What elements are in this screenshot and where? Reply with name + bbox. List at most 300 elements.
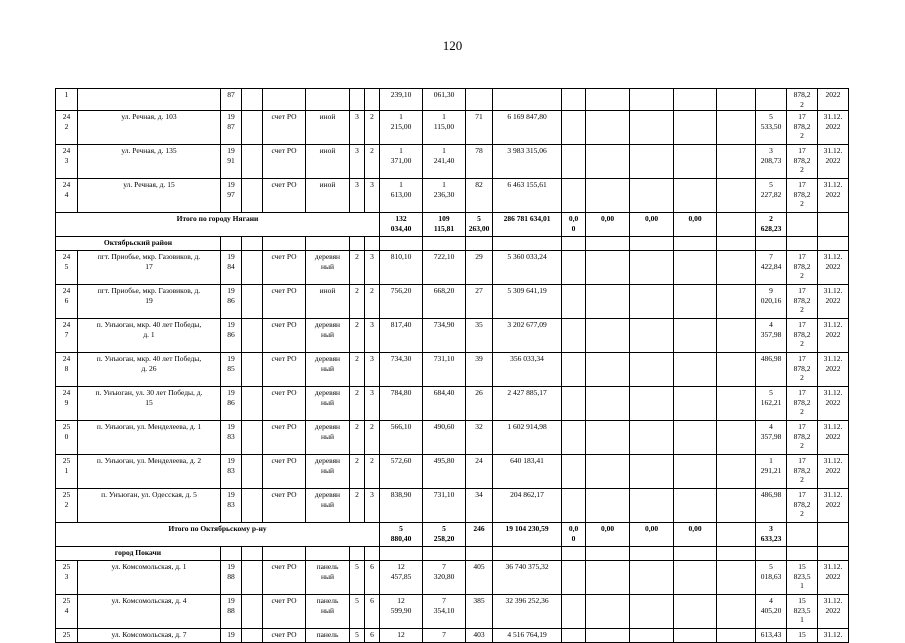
deadline: 31.12. 2022 <box>818 421 849 455</box>
empty <box>674 489 717 523</box>
deadline: 31.12. 2022 <box>818 353 849 387</box>
max-cost: 17 878,2 2 <box>787 421 818 455</box>
total-col: 0,00 <box>674 523 717 547</box>
total-area: 1 215,00 <box>380 111 423 145</box>
total-col: 0,00 <box>630 523 674 547</box>
empty <box>562 489 586 523</box>
deadline: 31.12. 2022 <box>818 455 849 489</box>
total-area: 756,20 <box>380 285 423 319</box>
cost: 6 463 155,61 <box>493 179 562 213</box>
empty <box>242 547 263 561</box>
deadline: 31.12. 2022 <box>818 111 849 145</box>
total-col: 0,00 <box>630 213 674 237</box>
empty <box>380 237 423 251</box>
empty <box>818 213 849 237</box>
entrances: 3 <box>365 319 380 353</box>
funding-source: счет РО <box>263 111 306 145</box>
living-area: 731,10 <box>423 489 466 523</box>
cost: 640 183,41 <box>493 455 562 489</box>
build-year: 19 83 <box>221 455 242 489</box>
living-area: 1 115,00 <box>423 111 466 145</box>
deadline: 31.12. 2022 <box>818 387 849 421</box>
empty <box>717 213 756 237</box>
empty <box>242 179 263 213</box>
table-cell <box>242 89 263 111</box>
empty <box>630 629 674 643</box>
empty <box>221 547 242 561</box>
empty <box>586 145 630 179</box>
unit-cost: 5 018,63 <box>756 561 787 595</box>
empty <box>674 455 717 489</box>
total-col: 0,00 <box>586 523 630 547</box>
empty <box>586 387 630 421</box>
cost: 1 602 914,98 <box>493 421 562 455</box>
deadline: 31.12. 2022 <box>818 285 849 319</box>
table-cell <box>78 89 221 111</box>
build-year: 19 84 <box>221 251 242 285</box>
residents: 35 <box>466 319 493 353</box>
funding-source: счет РО <box>263 629 306 643</box>
residents: 405 <box>466 561 493 595</box>
empty <box>717 455 756 489</box>
total-area: 12 599,90 <box>380 595 423 629</box>
table-row <box>56 561 849 595</box>
unit-cost: 4 405,20 <box>756 595 787 629</box>
address: п. Унъюган, мкр. 40 лет Победы, д. 1 <box>78 319 221 353</box>
empty <box>466 237 493 251</box>
row-number: 24 7 <box>56 319 78 353</box>
entrances: 3 <box>365 179 380 213</box>
wall-material: деревян ный <box>306 421 350 455</box>
wall-material: иной <box>306 285 350 319</box>
address: п. Унъюган, мкр. 40 лет Победы, д. 26 <box>78 353 221 387</box>
floors: 3 <box>350 145 365 179</box>
table-cell <box>630 89 674 111</box>
deadline: 31.12. 2022 <box>818 489 849 523</box>
residents: 34 <box>466 489 493 523</box>
section-title: Октябрьский район <box>56 237 221 251</box>
funding-source: счет РО <box>263 455 306 489</box>
empty <box>263 547 306 561</box>
empty <box>717 595 756 629</box>
empty <box>242 561 263 595</box>
cost: 5 360 033,24 <box>493 251 562 285</box>
max-cost: 17 878,2 2 <box>787 285 818 319</box>
build-year: 19 86 <box>221 285 242 319</box>
row-number: 24 6 <box>56 285 78 319</box>
empty <box>674 237 717 251</box>
entrances: 2 <box>365 111 380 145</box>
address: ул. Речная, д. 135 <box>78 145 221 179</box>
living-area: 722,10 <box>423 251 466 285</box>
entrances: 6 <box>365 595 380 629</box>
empty <box>586 489 630 523</box>
build-year: 19 <box>221 629 242 643</box>
empty <box>365 237 380 251</box>
empty <box>562 547 586 561</box>
empty <box>674 319 717 353</box>
wall-material: деревян ный <box>306 489 350 523</box>
empty <box>630 179 674 213</box>
max-cost: 17 878,2 2 <box>787 319 818 353</box>
total-residents: 5 263,00 <box>466 213 493 237</box>
living-area: 734,90 <box>423 319 466 353</box>
cost: 5 309 641,19 <box>493 285 562 319</box>
empty <box>242 387 263 421</box>
empty <box>242 145 263 179</box>
table-cell: 1 <box>56 89 78 111</box>
entrances: 3 <box>365 251 380 285</box>
funding-source: счет РО <box>263 489 306 523</box>
deadline: 31.12. 2022 <box>818 319 849 353</box>
total-area: 784,80 <box>380 387 423 421</box>
entrances: 2 <box>365 285 380 319</box>
empty <box>365 547 380 561</box>
living-area: 731,10 <box>423 353 466 387</box>
empty <box>306 237 350 251</box>
empty <box>562 237 586 251</box>
unit-cost: 613,43 <box>756 629 787 643</box>
funding-source: счет РО <box>263 387 306 421</box>
table-cell: 239,10 <box>380 89 423 111</box>
empty <box>674 285 717 319</box>
empty <box>717 489 756 523</box>
entrances: 2 <box>365 421 380 455</box>
row-number: 25 3 <box>56 561 78 595</box>
max-cost: 17 878,2 2 <box>787 179 818 213</box>
empty <box>717 179 756 213</box>
row-number: 24 8 <box>56 353 78 387</box>
empty <box>717 145 756 179</box>
funding-source: счет РО <box>263 595 306 629</box>
total-label: Итого по городу Нягани <box>56 213 380 237</box>
deadline: 31.12. 2022 <box>818 595 849 629</box>
table-cell: 878,2 2 <box>787 89 818 111</box>
empty <box>630 145 674 179</box>
cost: 3 202 677,09 <box>493 319 562 353</box>
empty <box>423 547 466 561</box>
total-area: 566,10 <box>380 421 423 455</box>
table-row <box>56 489 849 523</box>
wall-material: иной <box>306 145 350 179</box>
empty <box>586 111 630 145</box>
build-year: 19 86 <box>221 319 242 353</box>
empty <box>756 237 787 251</box>
empty <box>562 455 586 489</box>
total-residents: 246 <box>466 523 493 547</box>
floors: 2 <box>350 387 365 421</box>
empty <box>562 595 586 629</box>
build-year: 19 87 <box>221 111 242 145</box>
deadline: 31.12. 2022 <box>818 251 849 285</box>
table-row <box>56 629 849 643</box>
address: п. Унъюган, ул. Менделеева, д. 2 <box>78 455 221 489</box>
living-area: 7 320,80 <box>423 561 466 595</box>
entrances: 3 <box>365 353 380 387</box>
build-year: 19 83 <box>221 421 242 455</box>
total-area: 1 613,00 <box>380 179 423 213</box>
funding-source: счет РО <box>263 353 306 387</box>
empty <box>242 285 263 319</box>
empty <box>242 237 263 251</box>
deadline: 31.12. <box>818 629 849 643</box>
empty <box>674 595 717 629</box>
floors: 2 <box>350 353 365 387</box>
residents: 71 <box>466 111 493 145</box>
wall-material: деревян ный <box>306 319 350 353</box>
unit-cost: 9 020,16 <box>756 285 787 319</box>
max-cost: 17 878,2 2 <box>787 111 818 145</box>
table-cell <box>466 89 493 111</box>
living-area: 7 <box>423 629 466 643</box>
floors: 5 <box>350 561 365 595</box>
max-cost: 15 823,5 1 <box>787 561 818 595</box>
wall-material: иной <box>306 111 350 145</box>
address: пгт. Приобье, мкр. Газовиков, д. 17 <box>78 251 221 285</box>
table-row <box>56 251 849 285</box>
address: ул. Комсомольская, д. 4 <box>78 595 221 629</box>
total-area: 12 457,85 <box>380 561 423 595</box>
entrances: 6 <box>365 561 380 595</box>
total-label: Итого по Октябрьскому р-ну <box>56 523 380 547</box>
total-area: 12 <box>380 629 423 643</box>
empty <box>674 387 717 421</box>
empty <box>717 421 756 455</box>
table-cell: 061,30 <box>423 89 466 111</box>
empty <box>242 595 263 629</box>
row-number: 24 9 <box>56 387 78 421</box>
empty <box>818 523 849 547</box>
empty <box>350 237 365 251</box>
empty <box>562 561 586 595</box>
residents: 26 <box>466 387 493 421</box>
floors: 2 <box>350 319 365 353</box>
empty <box>562 111 586 145</box>
empty <box>242 455 263 489</box>
deadline: 31.12. 2022 <box>818 179 849 213</box>
empty <box>586 353 630 387</box>
cost: 204 862,17 <box>493 489 562 523</box>
empty <box>562 629 586 643</box>
residents: 403 <box>466 629 493 643</box>
max-cost: 17 878,2 2 <box>787 251 818 285</box>
unit-cost: 5 227,82 <box>756 179 787 213</box>
empty <box>818 547 849 561</box>
section-title: город Покачи <box>56 547 221 561</box>
build-year: 19 97 <box>221 179 242 213</box>
max-cost: 15 <box>787 629 818 643</box>
row-number: 24 2 <box>56 111 78 145</box>
floors: 2 <box>350 455 365 489</box>
empty <box>717 237 756 251</box>
build-year: 19 85 <box>221 353 242 387</box>
living-area: 668,20 <box>423 285 466 319</box>
empty <box>717 251 756 285</box>
empty <box>586 561 630 595</box>
empty <box>380 547 423 561</box>
cost: 36 740 375,32 <box>493 561 562 595</box>
build-year: 19 86 <box>221 387 242 421</box>
build-year: 19 88 <box>221 595 242 629</box>
residents: 32 <box>466 421 493 455</box>
total-area: 5 880,40 <box>380 523 423 547</box>
max-cost: 15 823,5 1 <box>787 595 818 629</box>
address: п. Унъюган, ул. Менделеева, д. 1 <box>78 421 221 455</box>
empty <box>717 547 756 561</box>
total-col: 0,0 0 <box>562 213 586 237</box>
living-area: 1 236,30 <box>423 179 466 213</box>
cost: 2 427 885,17 <box>493 387 562 421</box>
empty <box>717 111 756 145</box>
address: пгт. Приобье, мкр. Газовиков, д. 19 <box>78 285 221 319</box>
row-number: 25 2 <box>56 489 78 523</box>
address: п. Унъюган, ул. 30 лет Победы, д. 15 <box>78 387 221 421</box>
empty <box>562 179 586 213</box>
residents: 24 <box>466 455 493 489</box>
funding-source: счет РО <box>263 251 306 285</box>
max-cost: 17 878,2 2 <box>787 353 818 387</box>
living-area: 1 241,40 <box>423 145 466 179</box>
floors: 3 <box>350 111 365 145</box>
table-cell: 2022 <box>818 89 849 111</box>
total-living-area: 109 115,81 <box>423 213 466 237</box>
max-cost: 17 878,2 2 <box>787 145 818 179</box>
empty <box>630 547 674 561</box>
empty <box>493 237 562 251</box>
empty <box>630 387 674 421</box>
total-col: 0,00 <box>674 213 717 237</box>
empty <box>630 561 674 595</box>
total-unit-cost: 2 628,23 <box>756 213 787 237</box>
empty <box>630 489 674 523</box>
empty <box>586 547 630 561</box>
empty <box>787 547 818 561</box>
table-row <box>56 455 849 489</box>
wall-material: иной <box>306 179 350 213</box>
unit-cost: 4 357,98 <box>756 319 787 353</box>
row-number: 25 <box>56 629 78 643</box>
empty <box>674 629 717 643</box>
table-cell <box>756 89 787 111</box>
empty <box>630 421 674 455</box>
floors: 2 <box>350 489 365 523</box>
empty <box>242 111 263 145</box>
empty <box>586 319 630 353</box>
max-cost: 17 878,2 2 <box>787 489 818 523</box>
empty <box>306 547 350 561</box>
table-cell <box>493 89 562 111</box>
empty <box>756 547 787 561</box>
empty <box>242 629 263 643</box>
total-unit-cost: 3 633,23 <box>756 523 787 547</box>
address: ул. Комсомольская, д. 7 <box>78 629 221 643</box>
table-cell <box>717 89 756 111</box>
empty <box>562 285 586 319</box>
table-row <box>56 319 849 353</box>
section-row <box>56 547 849 561</box>
empty <box>586 421 630 455</box>
floors: 2 <box>350 285 365 319</box>
empty <box>423 237 466 251</box>
empty <box>562 145 586 179</box>
unit-cost: 4 357,98 <box>756 421 787 455</box>
wall-material: панель <box>306 629 350 643</box>
deadline: 31.12. 2022 <box>818 145 849 179</box>
empty <box>586 285 630 319</box>
total-col: 0,00 <box>586 213 630 237</box>
build-year: 19 88 <box>221 561 242 595</box>
floors: 2 <box>350 251 365 285</box>
unit-cost: 486,98 <box>756 353 787 387</box>
row-number: 25 1 <box>56 455 78 489</box>
wall-material: деревян ный <box>306 455 350 489</box>
table-row <box>56 595 849 629</box>
funding-source: счет РО <box>263 285 306 319</box>
table-row <box>56 285 849 319</box>
table-row <box>56 179 849 213</box>
empty <box>350 547 365 561</box>
empty <box>717 523 756 547</box>
table-cell <box>586 89 630 111</box>
living-area: 7 354,10 <box>423 595 466 629</box>
table-cell <box>674 89 717 111</box>
total-row <box>56 523 849 547</box>
entrances: 2 <box>365 145 380 179</box>
empty <box>818 237 849 251</box>
wall-material: деревян ный <box>306 353 350 387</box>
register-body <box>56 89 849 643</box>
entrances: 3 <box>365 489 380 523</box>
address: ул. Речная, д. 103 <box>78 111 221 145</box>
unit-cost: 5 533,50 <box>756 111 787 145</box>
empty <box>586 237 630 251</box>
cost: 3 983 315,06 <box>493 145 562 179</box>
empty <box>717 629 756 643</box>
floors: 5 <box>350 629 365 643</box>
residents: 39 <box>466 353 493 387</box>
cost: 6 169 847,80 <box>493 111 562 145</box>
row-number: 24 4 <box>56 179 78 213</box>
empty <box>674 179 717 213</box>
address: п. Унъюган, ул. Одесская, д. 5 <box>78 489 221 523</box>
funding-source: счет РО <box>263 145 306 179</box>
empty <box>562 353 586 387</box>
row-number: 24 3 <box>56 145 78 179</box>
empty <box>586 251 630 285</box>
table-row <box>56 145 849 179</box>
floors: 5 <box>350 595 365 629</box>
empty <box>586 595 630 629</box>
wall-material: деревян ный <box>306 387 350 421</box>
empty <box>717 353 756 387</box>
empty <box>630 285 674 319</box>
floors: 3 <box>350 179 365 213</box>
max-cost: 17 878,2 2 <box>787 387 818 421</box>
register-table <box>55 88 849 643</box>
entrances: 3 <box>365 387 380 421</box>
empty <box>586 179 630 213</box>
total-area: 1 371,00 <box>380 145 423 179</box>
empty <box>562 251 586 285</box>
row-number: 25 4 <box>56 595 78 629</box>
entrances: 6 <box>365 629 380 643</box>
total-col: 0,0 0 <box>562 523 586 547</box>
address: ул. Речная, д. 15 <box>78 179 221 213</box>
empty <box>562 387 586 421</box>
total-area: 572,60 <box>380 455 423 489</box>
max-cost: 17 878,2 2 <box>787 455 818 489</box>
empty <box>630 111 674 145</box>
